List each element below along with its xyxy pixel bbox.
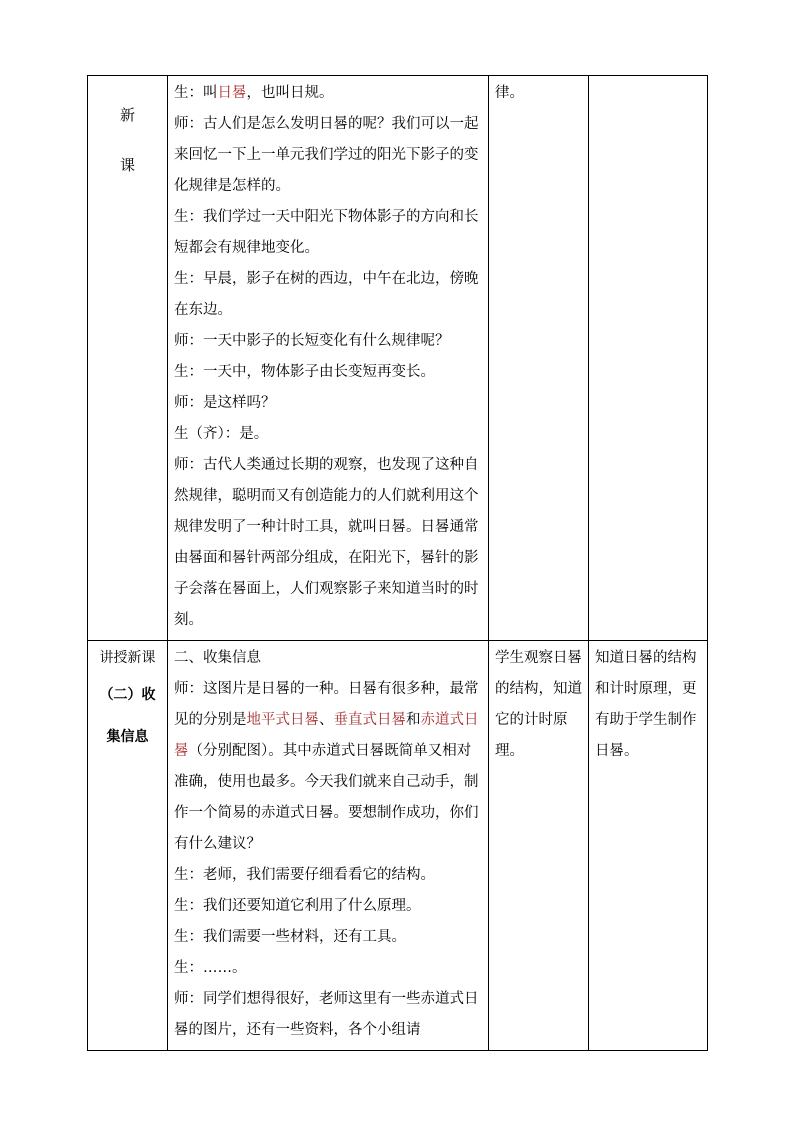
table-row-new-lesson [88,76,708,641]
dialogue-line: 师：同学们想得很好，老师这里有一些赤道式日晷的图片，还有一些资料，各个小组请 [174,991,479,1038]
dialogue-line: 生：……。 [174,960,247,976]
student-activity-text: 学生观察日晷的结构，知道它的计时原理。 [495,650,582,759]
highlight-term: 地平式日晷 [246,712,319,728]
dialogue-line: 生：我们还要知道它利用了什么原理。 [174,898,421,914]
student-activity-cell [489,641,589,1051]
dialogue-line: 师：是这样吗？ [174,395,276,411]
stage-cell [88,76,168,641]
teaching-process-cell [168,76,489,641]
design-intent-cell [589,641,708,1051]
stage-label-line1: 讲授新课 [99,650,156,666]
design-intent-text: 知道日晷的结构和计时原理，更有助于学生制作日晷。 [595,650,697,759]
design-intent-cell [589,76,708,641]
dialogue-line: 生：叫日晷，也叫日规。 [174,85,334,101]
highlight-term: 赤道式日晷 [174,712,479,759]
dialogue-line: 生：我们学过一天中阳光下物体影子的方向和长短都会有规律地变化。 [174,209,479,256]
table-row-collect-info [88,641,708,1051]
highlight-term: 日晷 [217,85,247,101]
dialogue-line: 师：这图片是日晷的一种。日晷有很多种，最常见的分别是地平式日晷、垂直式日晷和赤道式日晷（分别配图）。其中赤道式日晷既简单又相对准确，使用也最多。今天我们就来自己动手，制作一个简易的赤道式日晷。要想制作成功，你们有什么建议？ [174,681,479,852]
stage-cell [88,641,168,1051]
highlight-term: 垂直式日晷 [333,712,406,728]
dialogue-line: 生：我们需要一些材料，还有工具。 [174,929,406,945]
dialogue-line: 生：一天中，物体影子由长变短再变长。 [174,364,435,380]
dialogue-line: 生：早晨，影子在树的西边，中午在北边，傍晚在东边。 [174,271,479,318]
stage-label-line3: 集信息 [106,729,149,745]
teaching-process-cell [168,641,489,1051]
dialogue-line: 生：老师，我们需要仔细看看它的结构。 [174,867,435,883]
dialogue-line: 生（齐）：是。 [174,426,269,442]
dialogue-line: 师：一天中影子的长短变化有什么规律呢？ [174,333,450,349]
dialogue-line: 师：古人们是怎么发明日晷的呢？我们可以一起来回忆一下上一单元我们学过的阳光下影子的变化规律是怎样的。 [174,116,479,194]
stage-label-line2: （二）收 [99,687,156,703]
stage-label-line1: 新 [119,106,135,124]
dialogue-line: 师：古代人类通过长期的观察，也发现了这种自然规律，聪明而又有创造能力的人们就利用这个规律发明了一种计时工具，就叫日晷。日晷通常由晷面和晷针两部分组成，在阳光下，晷针的影子会落在晷面上，人们观察影子来知道当时的时刻。 [174,457,479,628]
section-heading: 二、收集信息 [174,650,261,666]
student-activity-cell [489,76,589,641]
stage-label-line2: 课 [119,156,135,174]
student-activity-text: 律。 [495,85,524,101]
lesson-plan-table [87,75,708,1051]
